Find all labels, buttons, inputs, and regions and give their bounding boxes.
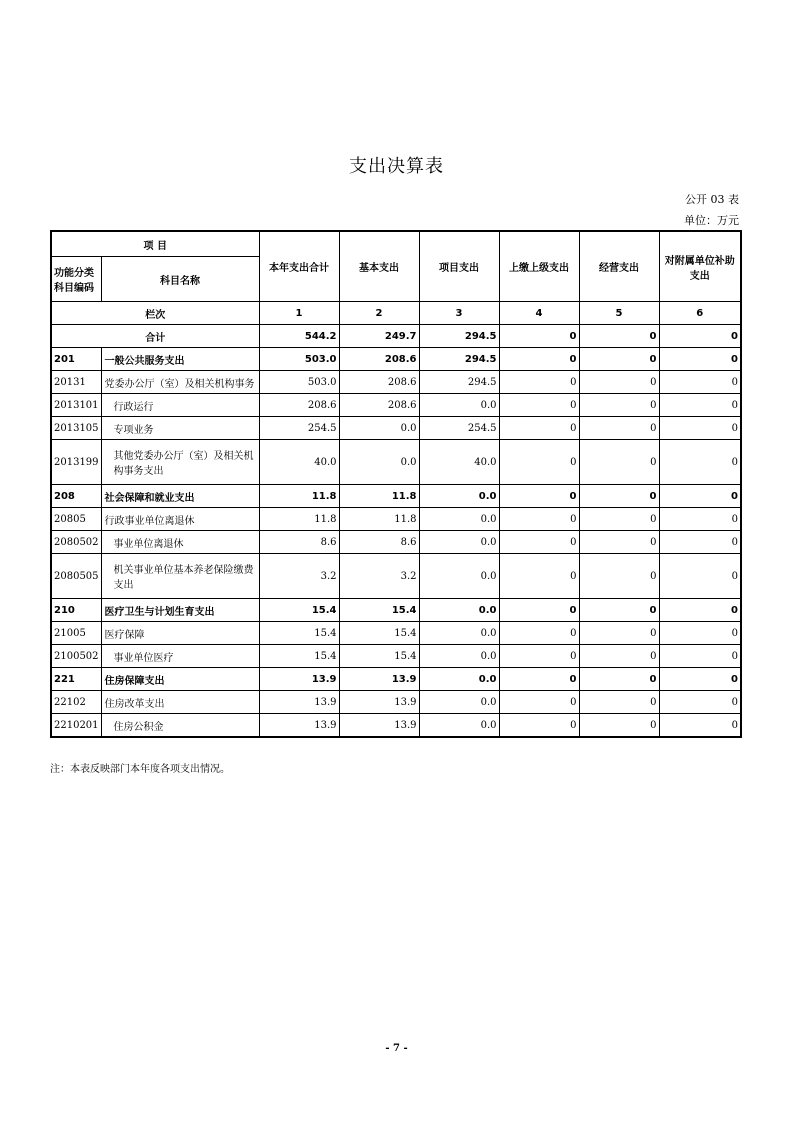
subject-name-cell: 党委办公厅（室）及相关机构事务: [101, 371, 259, 394]
total-label: 合计: [51, 325, 259, 348]
value-cell: 8.6: [259, 531, 339, 554]
value-cell: 0: [499, 417, 579, 440]
value-cell: 13.9: [339, 668, 419, 691]
total-row: [51, 325, 741, 348]
value-cell: 0.0: [419, 554, 499, 599]
subject-name-cell: 机关事业单位基本养老保险缴费支出: [101, 554, 259, 599]
value-cell: 0: [659, 485, 741, 508]
value-cell: 0: [499, 691, 579, 714]
value-cell: 294.5: [419, 371, 499, 394]
value-cell: 11.8: [259, 508, 339, 531]
total-cell: 0: [579, 325, 659, 348]
func-code-header: 功能分类科目编码: [51, 257, 101, 302]
value-cell: 0: [659, 417, 741, 440]
func-code-cell: 2080502: [51, 531, 101, 554]
value-cell: 15.4: [259, 645, 339, 668]
index-row: [51, 302, 741, 325]
footnote: 注：本表反映部门本年度各项支出情况。: [50, 764, 230, 775]
table-row: [51, 394, 741, 417]
value-cell: 503.0: [259, 348, 339, 371]
index-cell: 3: [419, 302, 499, 325]
value-cell: 294.5: [419, 348, 499, 371]
total-cell: 249.7: [339, 325, 419, 348]
total-cell: 0: [499, 325, 579, 348]
total-cell: 0: [659, 325, 741, 348]
table-row: [51, 348, 741, 371]
value-cell: 0: [499, 394, 579, 417]
func-code-cell: 20131: [51, 371, 101, 394]
subject-name-cell: 事业单位医疗: [101, 645, 259, 668]
value-cell: 0: [579, 485, 659, 508]
value-cell: 0: [499, 714, 579, 738]
value-cell: 503.0: [259, 371, 339, 394]
index-cell: 1: [259, 302, 339, 325]
value-cell: 0.0: [419, 485, 499, 508]
value-cell: 0: [579, 714, 659, 738]
subject-name-cell: 医疗卫生与计划生育支出: [101, 599, 259, 622]
col-header-5: 经营支出: [579, 231, 659, 302]
subject-name-cell: 事业单位离退休: [101, 531, 259, 554]
table-row: [51, 531, 741, 554]
index-label: 栏次: [51, 302, 259, 325]
page-title: 支出决算表: [349, 156, 444, 177]
table-row: [51, 440, 741, 485]
index-cell: 5: [579, 302, 659, 325]
value-cell: 0: [579, 645, 659, 668]
value-cell: 0.0: [419, 508, 499, 531]
table-row: [51, 371, 741, 394]
value-cell: 0: [659, 531, 741, 554]
subject-name-cell: 住房公积金: [101, 714, 259, 738]
col-header-1: 本年支出合计: [259, 231, 339, 302]
value-cell: 0.0: [419, 599, 499, 622]
value-cell: 208.6: [339, 348, 419, 371]
value-cell: 0: [659, 554, 741, 599]
subject-name-cell: 医疗保障: [101, 622, 259, 645]
index-cell: 4: [499, 302, 579, 325]
value-cell: 0: [659, 440, 741, 485]
value-cell: 0: [659, 668, 741, 691]
value-cell: 0.0: [419, 645, 499, 668]
value-cell: 0.0: [339, 440, 419, 485]
table-row: [51, 691, 741, 714]
value-cell: 0: [579, 622, 659, 645]
value-cell: 0: [499, 348, 579, 371]
table-row: [51, 599, 741, 622]
subject-name-cell: 其他党委办公厅（室）及相关机构事务支出: [101, 440, 259, 485]
value-cell: 0: [499, 485, 579, 508]
func-code-cell: 2100502: [51, 645, 101, 668]
value-cell: 11.8: [339, 508, 419, 531]
table-row: [51, 417, 741, 440]
value-cell: 0: [659, 348, 741, 371]
value-cell: 0: [499, 622, 579, 645]
value-cell: 15.4: [259, 599, 339, 622]
col-header-4: 上缴上级支出: [499, 231, 579, 302]
table-row: [51, 645, 741, 668]
subject-name-cell: 一般公共服务支出: [101, 348, 259, 371]
value-cell: 0: [579, 531, 659, 554]
value-cell: 13.9: [339, 691, 419, 714]
value-cell: 0: [579, 508, 659, 531]
value-cell: 0.0: [419, 714, 499, 738]
value-cell: 0: [579, 348, 659, 371]
func-code-cell: 201: [51, 348, 101, 371]
value-cell: 40.0: [259, 440, 339, 485]
value-cell: 0: [659, 371, 741, 394]
table-row: [51, 622, 741, 645]
subject-name-cell: 住房保障支出: [101, 668, 259, 691]
value-cell: 0: [659, 508, 741, 531]
value-cell: 0: [579, 417, 659, 440]
value-cell: 254.5: [419, 417, 499, 440]
func-code-cell: 210: [51, 599, 101, 622]
value-cell: 0: [579, 554, 659, 599]
value-cell: 3.2: [339, 554, 419, 599]
value-cell: 0: [499, 508, 579, 531]
total-cell: 544.2: [259, 325, 339, 348]
value-cell: 0: [499, 554, 579, 599]
value-cell: 0: [659, 599, 741, 622]
value-cell: 15.4: [339, 599, 419, 622]
index-cell: 6: [659, 302, 741, 325]
value-cell: 0: [579, 394, 659, 417]
value-cell: 15.4: [259, 622, 339, 645]
value-cell: 0: [579, 371, 659, 394]
value-cell: 0.0: [419, 691, 499, 714]
table-row: [51, 554, 741, 599]
project-header: 项 目: [51, 231, 259, 257]
table-row: [51, 485, 741, 508]
table-row: [51, 714, 741, 738]
subject-name-cell: 住房改革支出: [101, 691, 259, 714]
value-cell: 13.9: [259, 691, 339, 714]
func-code-cell: 2210201: [51, 714, 101, 738]
value-cell: 0: [579, 668, 659, 691]
value-cell: 0: [499, 531, 579, 554]
value-cell: 0: [499, 599, 579, 622]
value-cell: 0: [499, 371, 579, 394]
value-cell: 40.0: [419, 440, 499, 485]
value-cell: 15.4: [339, 622, 419, 645]
subject-name-cell: 社会保障和就业支出: [101, 485, 259, 508]
value-cell: 3.2: [259, 554, 339, 599]
value-cell: 0: [499, 668, 579, 691]
table-row: [51, 668, 741, 691]
value-cell: 208.6: [259, 394, 339, 417]
func-code-cell: 2013199: [51, 440, 101, 485]
value-cell: 13.9: [259, 714, 339, 738]
value-cell: 0: [659, 714, 741, 738]
value-cell: 13.9: [259, 668, 339, 691]
value-cell: 208.6: [339, 371, 419, 394]
value-cell: 0: [579, 691, 659, 714]
col-header-6: 对附属单位补助支出: [659, 231, 741, 302]
index-cell: 2: [339, 302, 419, 325]
value-cell: 0.0: [419, 394, 499, 417]
value-cell: 8.6: [339, 531, 419, 554]
func-code-cell: 208: [51, 485, 101, 508]
subject-name-header: 科目名称: [101, 257, 259, 302]
col-header-3: 项目支出: [419, 231, 499, 302]
value-cell: 13.9: [339, 714, 419, 738]
func-code-cell: 2013101: [51, 394, 101, 417]
value-cell: 0: [499, 645, 579, 668]
value-cell: 254.5: [259, 417, 339, 440]
subject-name-cell: 行政运行: [101, 394, 259, 417]
value-cell: 0.0: [419, 668, 499, 691]
func-code-cell: 21005: [51, 622, 101, 645]
col-header-2: 基本支出: [339, 231, 419, 302]
value-cell: 0: [659, 622, 741, 645]
unit-label: 单位：万元: [684, 214, 739, 227]
value-cell: 0.0: [339, 417, 419, 440]
subject-name-cell: 行政事业单位离退休: [101, 508, 259, 531]
func-code-cell: 20805: [51, 508, 101, 531]
func-code-cell: 2013105: [51, 417, 101, 440]
func-code-cell: 2080505: [51, 554, 101, 599]
value-cell: 0: [659, 691, 741, 714]
table-row: [51, 508, 741, 531]
expenditure-table: [50, 230, 742, 738]
value-cell: 11.8: [339, 485, 419, 508]
value-cell: 11.8: [259, 485, 339, 508]
func-code-cell: 22102: [51, 691, 101, 714]
value-cell: 0: [579, 599, 659, 622]
value-cell: 0: [499, 440, 579, 485]
subject-name-cell: 专项业务: [101, 417, 259, 440]
page-number: - 7 -: [385, 1043, 408, 1054]
value-cell: 0: [659, 394, 741, 417]
value-cell: 0.0: [419, 531, 499, 554]
value-cell: 0.0: [419, 622, 499, 645]
value-cell: 0: [579, 440, 659, 485]
total-cell: 294.5: [419, 325, 499, 348]
value-cell: 15.4: [339, 645, 419, 668]
value-cell: 208.6: [339, 394, 419, 417]
func-code-cell: 221: [51, 668, 101, 691]
value-cell: 0: [659, 645, 741, 668]
table-code: 公开 03 表: [685, 193, 739, 206]
